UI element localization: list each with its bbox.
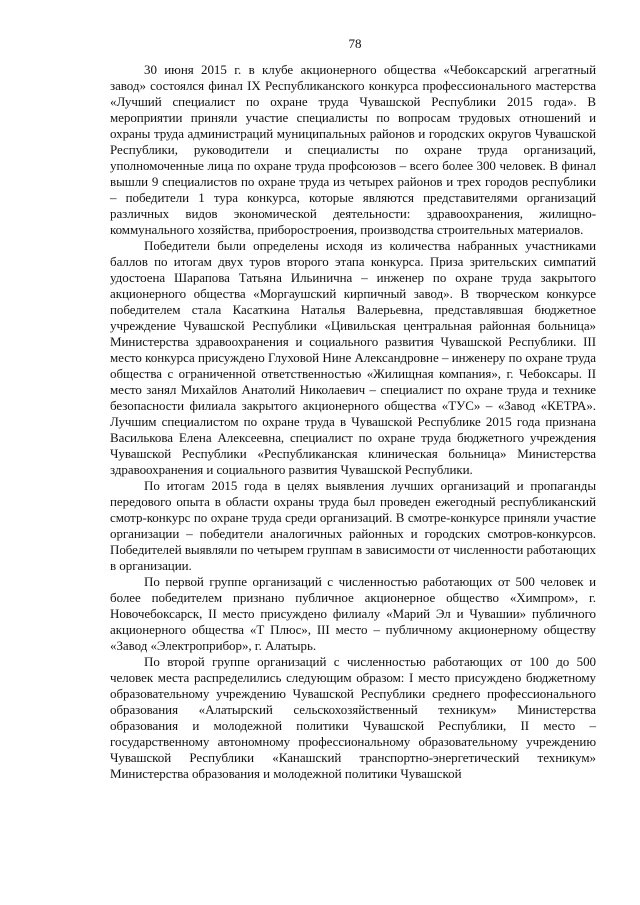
paragraph-review-contest: По итогам 2015 года в целях выявления лучших организаций и пропаганды передового опыта в области охраны труда был проведен ежегодный республиканский смотр-конкурс по охране труда среди организаций. В смотре-конкурсе приняли участие организации – победители аналогичных районных и городских смотров-конкурсов. Победителей выявляли по четырем группам в зависимости от численности работающих в организации. [110, 478, 596, 573]
paragraph-group-two: По второй группе организаций с численностью работающих от 100 до 500 человек места распределились следующим образом: I место присуждено бюджетному образовательному учреждению Чувашской Республики среднего профессионального образования «Алатырский сельскохозяйственный техникум» Министерства образования и молодежной политики Чувашской Республики, II место – государственному автономному профессиональному образовательному учреждению Чувашской Республики «Канашский транспортно-энергетический техникум» Министерства образования и молодежной политики Чувашской [110, 654, 596, 781]
paragraph-final-contest: 30 июня 2015 г. в клубе акционерного общества «Чебоксарский агрегатный завод» состоялся финал IX Республиканского конкурса профессионального мастерства «Лучший специалист по охране труда Чувашской Республики 2015 года». В мероприятии приняли участие специалисты по вопросам трудовых отношений и охраны труда администраций муниципальных районов и городских округов Чувашской Республики, руководители и специалисты по охране труда организаций, уполномоченные лица по охране труда профсоюзов – всего более 300 человек. В финал вышли 9 специалистов по охране труда из четырех районов и трех городов республики – победители 1 тура конкурса, которые являются представителями организаций различных видов экономической деятельности: здравоохранения, жилищно-коммунального хозяйства, приборостроения, производства строительных материалов. [110, 62, 596, 237]
page-number: 78 [348, 36, 362, 51]
paragraph-group-one: По первой группе организаций с численностью работающих от 500 человек и более победителем признано публичное акционерное общество «Химпром», г. Новочебоксарск, II место присуждено филиалу «Марий Эл и Чувашии» публичного акционерного общества «Т Плюс», III место – публичному акционерному обществу «Завод «Электроприбор», г. Алатырь. [110, 574, 596, 653]
paragraph-winners: Победители были определены исходя из количества набранных участниками баллов по итогам двух туров второго этапа конкурса. Приза зрительских симпатий удостоена Шарапова Татьяна Ильинична – инженер по охране труда закрытого акционерного общества «Моргаушский кирпичный завод». В творческом конкурсе победителем стала Касаткина Наталья Валерьевна, представлявшая бюджетное учреждение Чувашской Республики «Цивильская центральная районная больница» Министерства здравоохранения и социального развития Чувашской Республики. III место конкурса присуждено Глуховой Нине Александровне – инженеру по охране труда общества с ограниченной ответственностью «Жилищная компания», г. Чебоксары. II место занял Михайлов Анатолий Николаевич – специалист по охране труда и технике безопасности филиала закрытого акционерного общества «ТУС» – «Завод «КЕТРА». Лучшим специалистом по охране труда в Чувашской Республике 2015 года признана Василькова Елена Алексеевна, специалист по охране труда бюджетного учреждения Чувашской Республики «Республиканская клиническая больница» Министерства здравоохранения и социального развития Чувашской Республики. [110, 238, 596, 477]
